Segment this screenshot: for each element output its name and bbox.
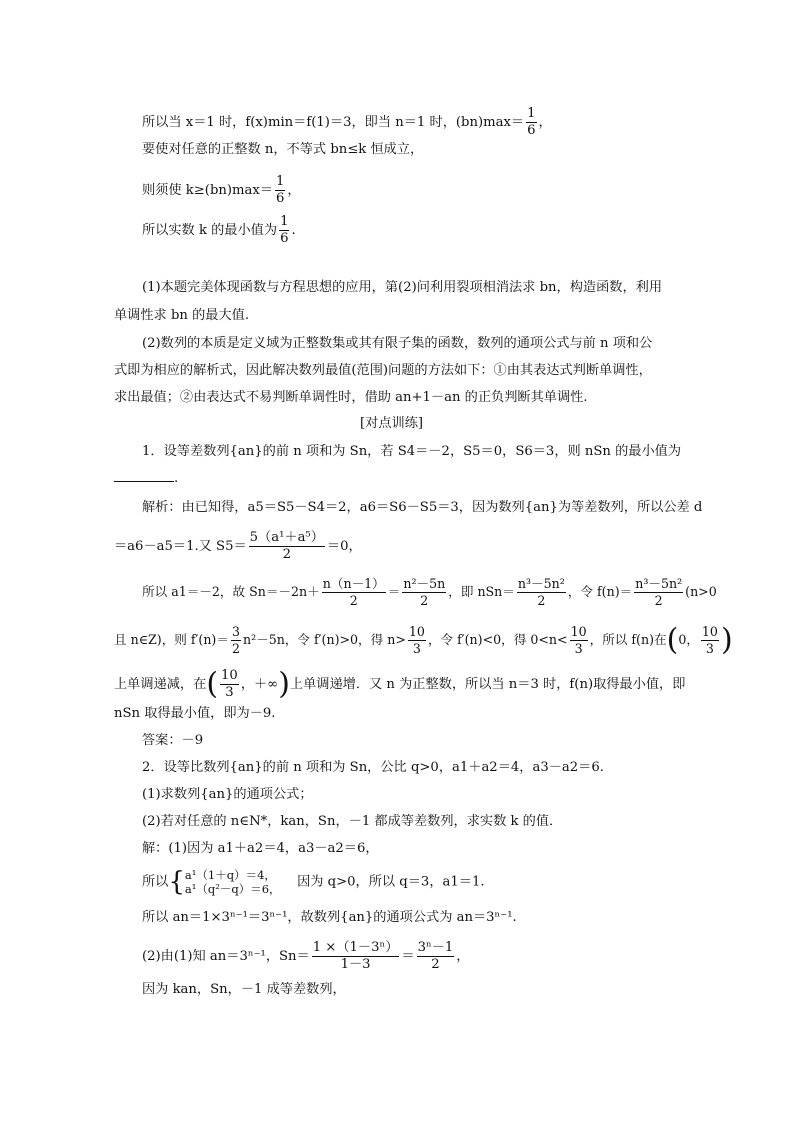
- fraction: $\frac{10}{3}$: [408, 624, 425, 656]
- solution-1-line-4: 且 n∈Z)，则 f′(n)＝ $\frac{3}{2}$ n²－5n，令 f′(n)>0，得 n> $\frac{10}{3}$ ，令 f′(n)<0，得 0<n< $\frac{10}{3}$ ，所以 f(n)在(0， $\frac{10}{3}$ ): [114, 622, 733, 658]
- fraction: $\frac{3}{2}$: [231, 624, 240, 656]
- solution-2-line-5: 因为 kan，Sn，－1 成等差数列，: [142, 982, 346, 997]
- solution-1-line-3: 所以 a1＝－2，故 Sn＝－2n＋ $\frac{n(n-1)}{2}$ ＝ $\frac{\text{n²－5n}}{2}$ ，即 nSn＝ $\frac{\text{n³－5n²}}{2}$ ，令 f(n)＝ $\frac{\text{n³－5n²}}{2}$ (n>0: [142, 576, 717, 608]
- fraction: $\frac{\text{3ⁿ－1}}{2}$: [417, 940, 454, 972]
- fraction: $\frac{\text{5（a¹＋a⁵）}}{2}$: [249, 530, 324, 562]
- fraction: $\frac{\text{n³－5n²}}{2}$: [517, 576, 565, 608]
- question-2-part-2: (2)若对任意的 n∈N*，kan，Sn，－1 都成等差数列，求实数 k 的值．: [142, 814, 563, 829]
- fraction: $\frac{n(n-1)}{2}$: [322, 576, 385, 608]
- solution-1-line-2: ＝a6－a5＝1.又 S5＝ $\frac{\text{5（a¹＋a⁵）}}{2}$ ＝0，: [114, 530, 362, 562]
- question-1: 1．设等差数列{an}的前 n 项和为 Sn，若 S4＝－2，S5＝0，S6＝3，则 nSn 的最小值为: [142, 444, 682, 459]
- solution-2-line-3: 所以 an＝1×3ⁿ⁻¹＝3ⁿ⁻¹，故数列{an}的通项公式为 an＝3ⁿ⁻¹.: [142, 910, 517, 925]
- line-k-condition: 则须使 k≥(bn)max＝ $\frac{1}{6}$ ，: [142, 174, 301, 206]
- fraction: $\frac{10}{3}$: [701, 624, 718, 656]
- note-1: (1)本题完美体现函数与方程思想的应用，第(2)问利用裂项相消法求 bn，构造函数，利用: [142, 280, 663, 295]
- note-1-cont: 单调性求 bn 的最大值.: [114, 308, 250, 323]
- line-min-value: 所以当 x＝1 时，f(x)min＝f(1)＝3，即当 n＝1 时，(bn)max＝ $\frac{1}{6}$ ，: [142, 106, 552, 138]
- line-inequality: 要使对任意的正整数 n，不等式 bn≤k 恒成立，: [142, 142, 424, 157]
- fraction: $\frac{1}{6}$: [276, 174, 285, 206]
- note-2-cont: 式即为相应的解析式，因此解决数列最值(范围)问题的方法如下：①由其表达式判断单调性，: [114, 363, 652, 378]
- line-k-minimum: 所以实数 k 的最小值为 $\frac{1}{6}$ .: [142, 214, 296, 246]
- solution-1-line-5: 上单调递减，在( $\frac{10}{3}$ ，＋∞)上单调递增．又 n 为正整数，所以当 n＝3 时，f(n)取得最小值，即: [114, 666, 686, 702]
- fraction: $\frac{10}{3}$: [570, 624, 587, 656]
- question-2-part-1: (1)求数列{an}的通项公式；: [142, 787, 313, 802]
- question-2: 2．设等比数列{an}的前 n 项和为 Sn，公比 q>0，a1＋a2＝4，a3－a2＝6.: [142, 760, 604, 775]
- note-2-cont2: 求出最值；②由表达式不易判断单调性时，借助 an+1－an 的正负判断其单调性.: [114, 390, 588, 405]
- fraction: $\frac{1}{6}$: [527, 106, 536, 138]
- section-heading: [对点训练]: [360, 416, 424, 431]
- solution-2-line-4: (2)由(1)知 an＝3ⁿ⁻¹，Sn＝ $\frac{\text{1 ×（1－3ⁿ）}}{1-3}$ ＝ $\frac{\text{3ⁿ－1}}{2}$ ，: [142, 940, 470, 972]
- answer-blank: [114, 469, 174, 482]
- question-1-blank: .: [114, 469, 178, 489]
- solution-1-line-6: nSn 取得最小值，即为－9.: [114, 706, 276, 721]
- solution-1-line-1: 解析：由已知得，a5＝S5－S4＝2，a6＝S6－S5＝3，因为数列{an}为等差数列，所以公差 d: [142, 500, 703, 515]
- fraction: $\frac{1}{6}$: [280, 214, 289, 246]
- fraction: $\frac{\text{1 ×（1－3ⁿ）}}{1-3}$: [312, 940, 399, 972]
- note-2: (2)数列的本质是定义域为正整数集或其有限子集的函数，数列的通项公式与前 n 项和公: [142, 336, 653, 351]
- answer-1: 答案：－9: [142, 733, 204, 748]
- equation-system: a¹（1＋q）＝4， a¹（q²－q）＝6，: [184, 868, 281, 896]
- solution-2-line-2: 所以{ a¹（1＋q）＝4， a¹（q²－q）＝6， 因为 q>0，所以 q＝3，a1＝1.: [142, 867, 485, 897]
- solution-2-line-1: 解：(1)因为 a1＋a2＝4，a3－a2＝6，: [142, 841, 379, 856]
- fraction: $\frac{\text{n³－5n²}}{2}$: [635, 576, 683, 608]
- fraction: $\frac{10}{3}$: [221, 668, 238, 700]
- fraction: $\frac{\text{n²－5n}}{2}$: [403, 576, 446, 608]
